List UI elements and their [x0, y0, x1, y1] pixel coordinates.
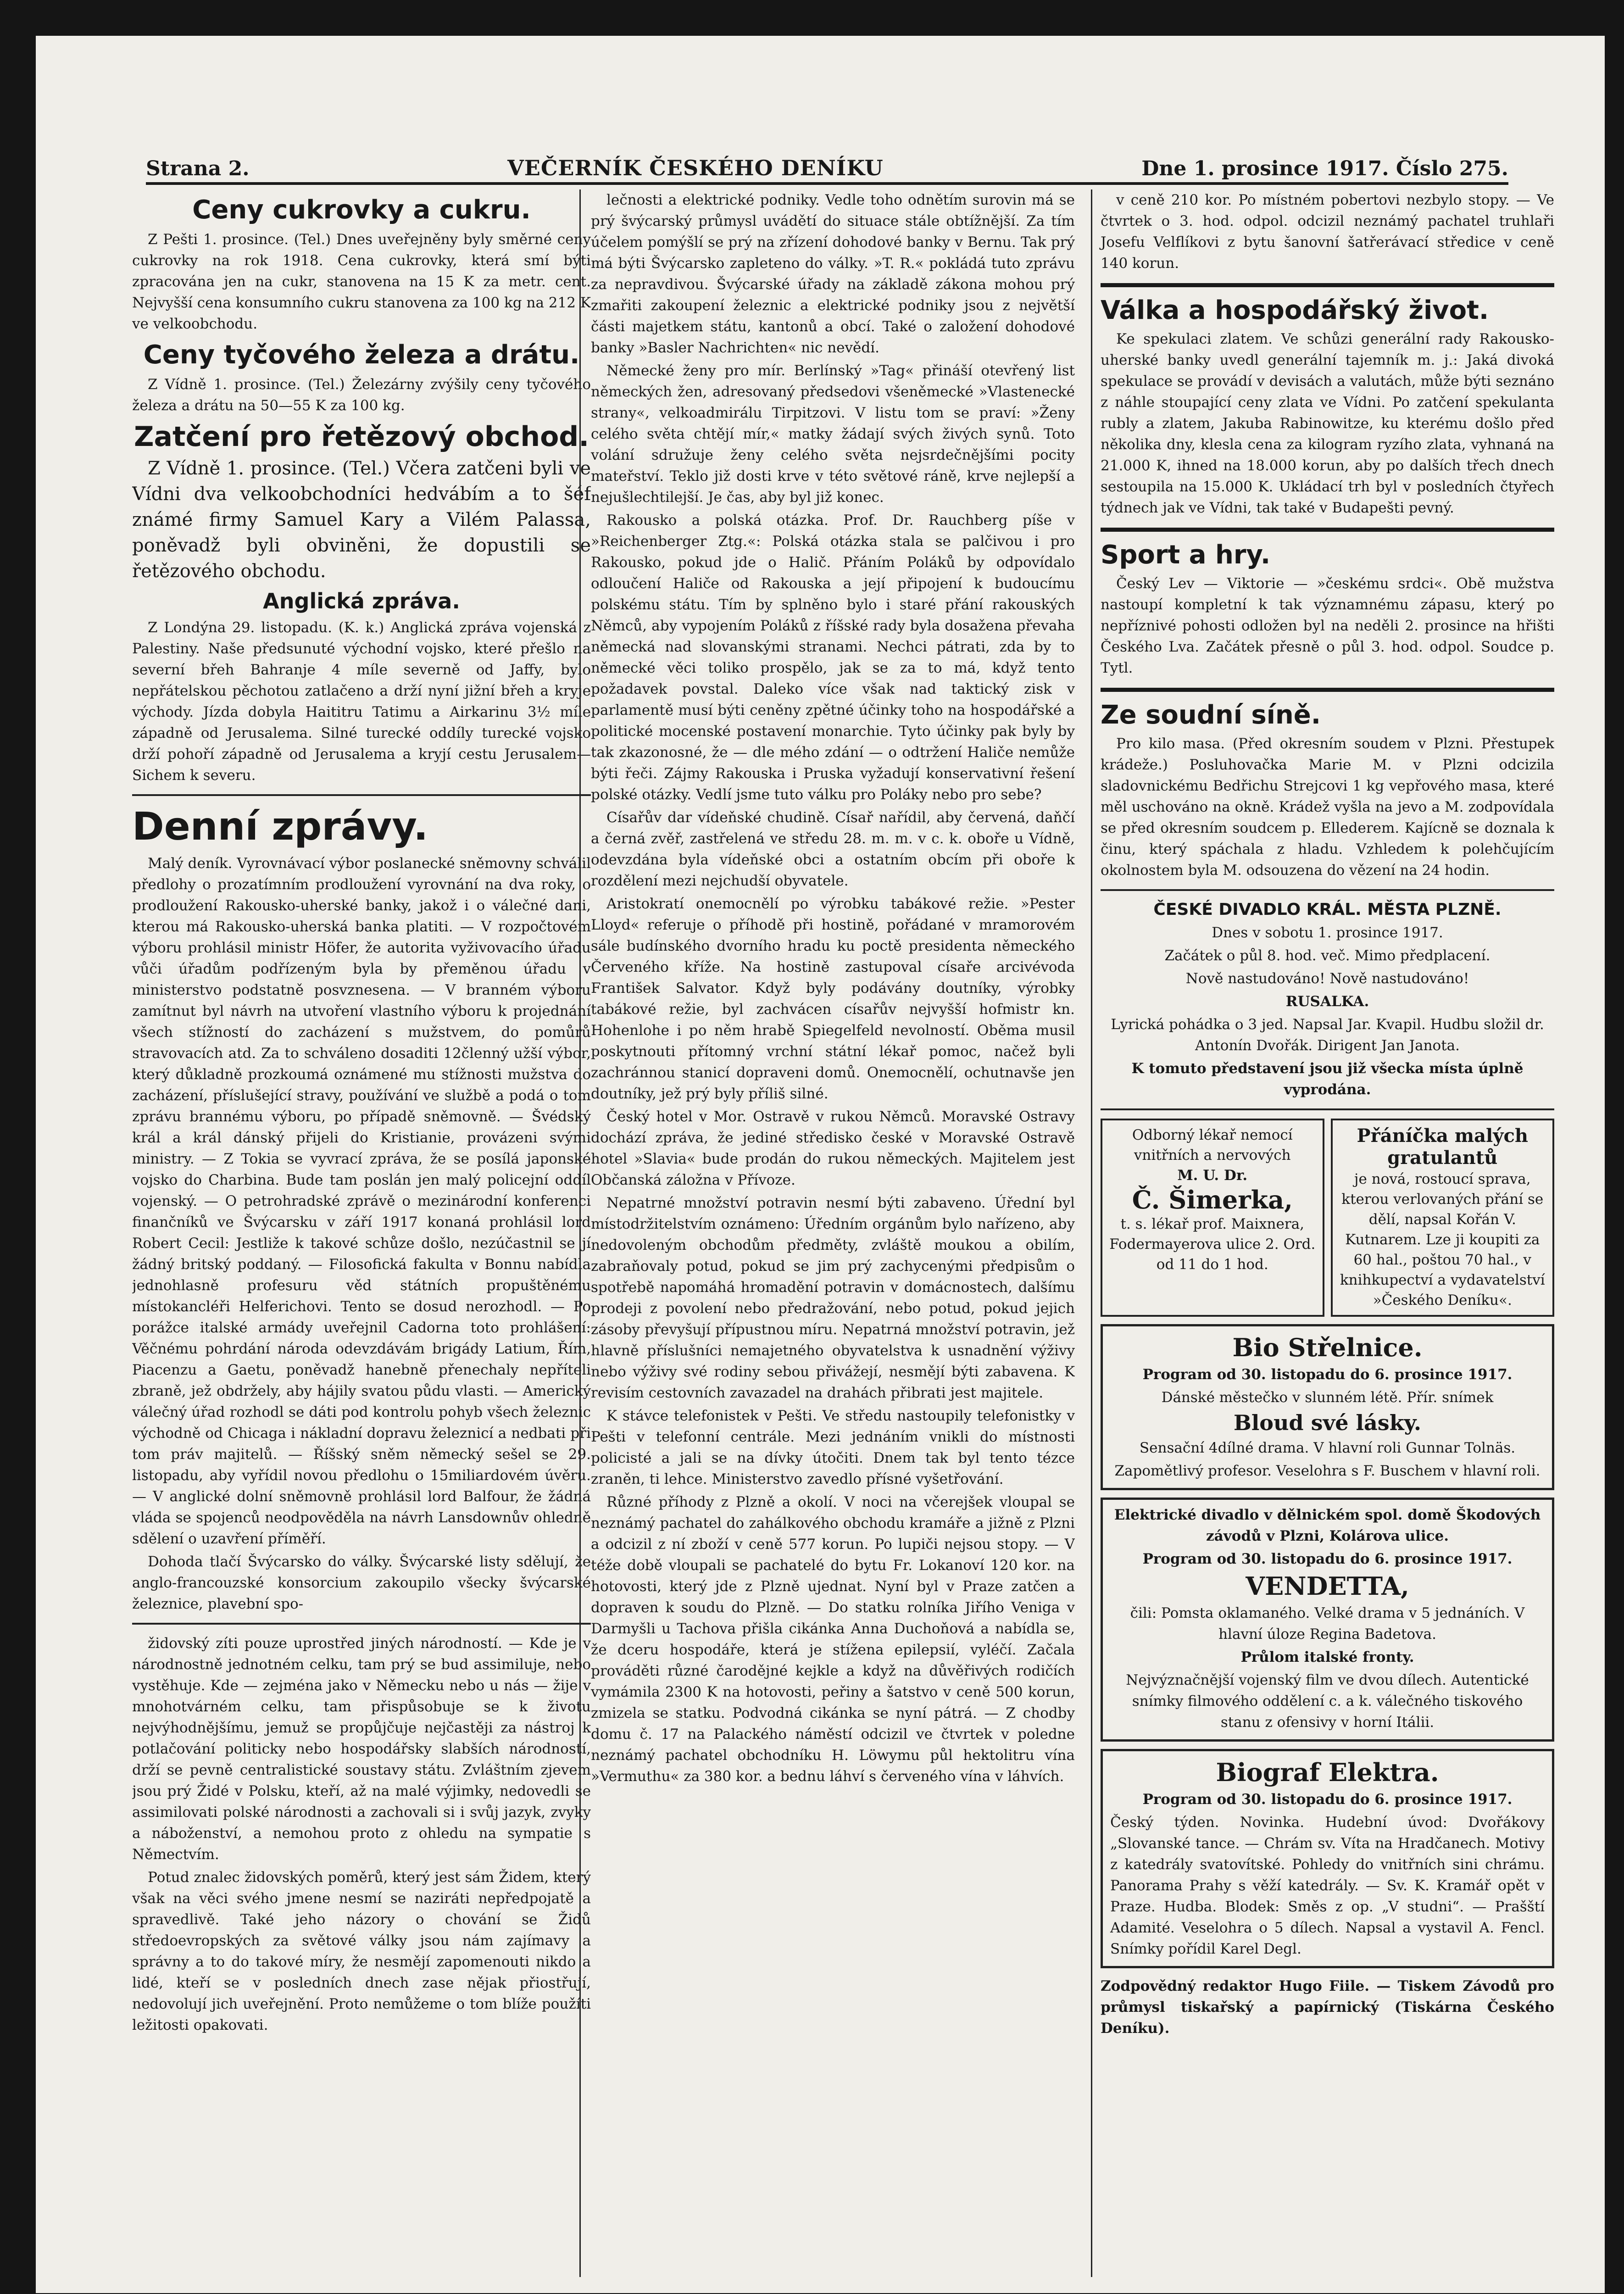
theatre-name: ČESKÉ DIVADLO KRÁL. MĚSTA PLZNĚ.	[1153, 900, 1502, 919]
cinema-program: Program od 30. listopadu do 6. prosince 1917.	[1142, 1366, 1513, 1383]
cinema-title: Biograf Elektra.	[1216, 1758, 1439, 1787]
newspaper-page	[36, 36, 1605, 2293]
article-text: Malý deník. Vyrovnávací výbor poslanecké sněmovny schválil předlohy o prozatímním prodloužení vyrovnání na dva roky, o prodloužení Rakousko-uherské banky, jakož i o válečné dani, kterou má Rakousko-uherská banka platiti. — V rozpočtovém výboru prohlásil ministr Höfer, že autorita vyživovacího úřadu vůči úřadům podřízeným byla by přeměnou úřadu v ministerstvo podstatně posvznesena. — V branném výboru zamítnut byl návrh na utvoření vlastního výboru k projednání všech stížností do zacházení s mužstvem, do pomůrů stravovacích atd. Za to schváleno dosaditi 12členný užší výbor, který důkladně prozkoumá oznámené mu stížnosti mužstva do zacházení, příslušející stravy, používání ve službě a podá o tom zprávu brannému výboru, po případě sněmovně. — Švédský král a král dánský přijeli do Kristianie, provázeni svými ministry. — Z Tokia se vyvrací zpráva, že se posílá japonské vojsko do Charbina. Bude tam poslán jen malý policejní oddíl vojenský. — O petrohradské zprávě o mezinárodní konferenci finančníků ve Švýcarsku v září 1917 konaná prohlásil lord Robert Cecil: Jestliže k takové schůze došlo, nezúčastnil se jí žádný britský poddaný. — Filosofická fakulta v Bonnu nabídla jednohlasně profesuru věd státních propuštěnému místokancléři Helferichovi. Tento se dosud nerozhodl. — Po porážce italské armády uveřejnil Cadorna toto prohlášení: Věčnému pohrdání národa odevzdávám brigády Latium, Řím, Piacenzu a Gaetu, poněvadž hanebně přenechaly nepříteli zbraně, jež obdržely, aby hájily svatou půdu vlasti. — Americký válečný úřad rozhodl se dáti pod kontrolu pohyb všech železnic východně od Chicaga i nákladní dopravu železnicí a nedbati při tom práv majitelů. — Říšský sněm německý sešel se 29. listopadu, aby vyřídil novou předlohu o 15miliardovém úvěru. — V anglické dolní sněmovně prohlásil lord Balfour, že žádná vláda se spojenců neodpověděla na návrh Lansdownův ohledně sdělení o uzavření příměří.	[132, 855, 591, 1547]
doctor-ad-line: Odborný lékař nemocí vnitřních a nervových	[1132, 1127, 1293, 1164]
article-title: Zatčení pro řetězový obchod.	[133, 421, 590, 453]
article-text: Z Londýna 29. listopadu. (K. k.) Anglická zpráva vojenská z Palestiny. Naše předsunuté východní vojsko, které přešlo na severní břeh Bahranje 4 míle severně od Jaffy, bylo nepřátelskou pěchotou zatlačeno a drží nyní jižní břeh a kryje východy. Jízda dobyla Haititru Tatimu a Airkarinu 3½ míle západně od Jerusalema. Silné turecké oddíly turecké vojsko drží pohoří západně od Jerusalema a kryjí cestu Jerusalem—Sichem k severu.	[132, 619, 591, 784]
article-text: Nepatrné množství potravin nesmí býti zabaveno. Úřední byl místodržitelstvím oznámeno: Úředním orgánům bylo nařízeno, aby nedovoleným obchodům předměty, zvláště moukou a obilím, zabraňovaly potud, pokud se jim prý zachycenými předpisům o spotřebě napomáhá hromadění potravin v domácnostech, dalšímu prodeji z povolení nebo předražování, nebo potud, pokud jejich zásoby převyšují přípustnou míru. Nepatrná množství potravin, jež hlavně příslušníci nemajetného obyvatelstva k usnadnění výživy nebo výživy své rodiny sebou přivážejí, nesmějí býti zabavena. K revisím cestovních zavazadel na drahách přibrati jest majitele.	[591, 1195, 1075, 1401]
cinema-title: Bio Střelnice.	[1232, 1333, 1423, 1362]
cinema-program: Program od 30. listopadu do 6. prosince 1917.	[1142, 1791, 1513, 1808]
section-title: Sport a hry.	[1101, 540, 1271, 570]
article-text: Rakousko a polská otázka. Prof. Dr. Rauchberg píše v »Reichenberger Ztg.«: Polská otázka stala se palčivou i pro Rakousko, pokud jde o Halič. Přáním Poláků by odpovídalo odloučení Haliče od Rakouska a její připojení k budoucímu polskému státu. Tím by splněno bylo i staré přání rakouských Němců, aby vypojením Poláků z říšské rady byla dosažena převaha německá nad slovanskými stranami. Nechci pátrati, zda by to německé věci toliko prospělo, jak se za to má, když tento požadavek povstal. Daleko více však nad taktický zisk v parlamentě musí býti ceněny zpětné účinky toho na hospodářské a politické mocenské postavení monarchie. Tyto účinky pak byly by tak zkazonosné, že — dle mého zdání — o odtržení Haliče nemůže býti řeči. Zájmy Rakouska i Pruska vyžadují konservativní řešení polské otázky. Vedlí jsme tuto válku pro Poláky nebo pro sebe?	[591, 512, 1075, 803]
section-title: Denní zprávy.	[132, 804, 428, 849]
cinema-line: Český týden. Novinka. Hudební úvod: Dvořákovy „Slovanské tance. — Chrám sv. Víta na Hradčanech. Motivy z katedrály svatovítské. Pohledy do vnitřních sini chrámu. Panorama Prahy s věží katedrály. — Sv. K. Kramář opět v Praze. Hudba. Blodek: Směs z op. „V studni“. — Prašští Adamité. Veselohra o 5 dílech. Napsal a vystavil A. Fencl. Snímky pořídil Karel Degl.	[1110, 1814, 1545, 1957]
imprint: Zodpovědný redaktor Hugo Fiile. — Tiskem Závodů pro průmysl tiskařský a papírnický (Tiskárna Českého Deníku).	[1101, 1978, 1554, 2037]
article-title: Anglická zpráva.	[263, 589, 460, 613]
theatre-play: RUSALKA.	[1285, 993, 1369, 1010]
section-title: Ze soudní síně.	[1101, 700, 1321, 730]
ad-row	[1101, 1119, 1554, 1317]
page-header	[146, 144, 1508, 185]
article-text: židovský zíti pouze uprostřed jiných národností. — Kde je v národnostně jednotném celku, tam prý se bud assimiluje, nebo vystěhuje. Kde — zejména jako v Německu nebo u nás — žije v mnohotvárném celku, tam přispůsobuje se k životu nejvýhodnějšímu, jemuž se propůjčuje nejčastěji za nástroj k potlačování politicky nebo hospodářsky slabších národností, drží se pevně centralistické soustavy státu. Zvláštním zjevem jsou prý Židé v Polsku, kteří, až na malé výjimky, nedovedli se assimilovati polské národnosti a zachovali si i svůj jazyk, zvyky a náboženství, a nemohou proto z ohledu na sympatie s Němectvím.	[132, 1635, 591, 1863]
section-title: Válka a hospodářský život.	[1101, 295, 1489, 325]
doctor-name: Č. Šimerka,	[1132, 1185, 1293, 1214]
theatre-announcement	[1101, 899, 1554, 1100]
column-1	[132, 189, 591, 2277]
column-2	[579, 189, 1075, 2277]
column-3	[1091, 189, 1554, 2277]
doctor-title: M. U. Dr.	[1177, 1167, 1248, 1184]
article-text: K stávce telefonistek v Pešti. Ve středu nastoupily telefonistky v Pešti v telefonní centrále. Mezi jednáním vnikli do místnosti policisté a jali se na dívky útočiti. Dnem tak byl tento tézce zraněn, ti lehce. Ministerstvo zavedlo přísné vyšetřování.	[591, 1408, 1075, 1487]
cinema-line: Nejvýznačnější vojenský film ve dvou dílech. Autentické snímky filmového oddělení c. a k. válečného tiskového stanu z ofensivy v horní Itálii.	[1126, 1672, 1529, 1731]
article-text: Z Vídně 1. prosince. (Tel.) Včera zatčeni byli ve Vídni dva velkoobchodníci hedvábím a to šéf známé firmy Samuel Kary a Vilém Palassa, poněvadž byli obviněni, že dopustili se řetězového obchodu.	[132, 458, 591, 582]
page-number: Strana 2.	[146, 157, 250, 180]
article-text: Český hotel v Mor. Ostravě v rukou Němců. Moravské Ostravy dochází zpráva, že jediné středisko české v Moravské Ostravě hotel »Slavia« bude prodán do rukou německých. Majitelem jest Občanská záložna v Přívoze.	[591, 1108, 1075, 1188]
article-text: Pro kilo masa. (Před okresním soudem v Plzni. Přestupek krádeže.) Posluhovačka Marie M. v Plzni odcizila sladovnickému Bedřichu Strejcovi 1 kg vepřového masa, které měl uschováno na okně. Krádež vyšla na jevo a M. zodpovídala se před okresním soudcem p. Ellederem. Kajícně se doznala k činu, který spáchala z hladu. Vzhledem k polehčujícím okolnostem byla M. odsouzena do vězení na 24 hodin.	[1101, 735, 1554, 879]
cinema-feature: VENDETTA,	[1246, 1571, 1409, 1601]
doctor-ad	[1101, 1119, 1324, 1317]
cinema-line: Sensační 4dílné drama. V hlavní roli Gunnar Tolnäs.	[1139, 1440, 1516, 1456]
article-text: Aristokratí onemocnělí po výrobku tabákové režie. »Pester Lloyd« referuje o příhodě při hostině, pořádané v mramorovém sále budínského dvorního hradu ku poctě presidenta německého Červeného kříže. Na hostině zastupoval císaře arcivévoda František Salvator. Když byly podávány doutníky, výrobky tabákové režie, byl zachvácen císařův nejvyšší hofmistr kn. Hohenlohe i po něm hrabě Spiegelfeld nevolností. Oběma musil poskytnouti přítomný vrchní státní lékař pomoc, načež byli zachránnou stanicí dopraveni domů. Onemocnělí, ochutnavše jen doutníky, jež prý byly příliš silné.	[591, 896, 1075, 1102]
article-text: Z Pešti 1. prosince. (Tel.) Dnes uveřejněny byly směrné ceny cukrovky na rok 1918. Cena cukrovky, která smí býti zpracována jen na cukr, stanovena na 15 K za metr. cent. Nejvyšší cena konsumního cukru stanovena za 100 kg na 212 K ve velkoobchodu.	[132, 231, 591, 332]
cinema-ad-elektricke	[1101, 1498, 1554, 1742]
cinema-line: čili: Pomsta oklamaného. Velké drama v 5 jednáních. V hlavní úloze Regina Badetova.	[1130, 1605, 1525, 1643]
article-text: Český Lev — Viktorie — »českému srdci«. Obě mužstva nastoupí kompletní k tak významnému zápasu, který po nepříznivé pohosti odložen byl na neděli 2. prosince na hřišti Českého Lva. Začátek přesně o půl 3. hod. odpol. Soudce p. Tytl.	[1101, 575, 1554, 676]
cinema-ad-strelnice	[1101, 1324, 1554, 1490]
theatre-premiere: Nově nastudováno! Nově nastudováno!	[1185, 970, 1469, 987]
divider	[132, 794, 591, 796]
divider	[1101, 889, 1554, 891]
divider	[1101, 688, 1554, 692]
article-text: lečnosti a elektrické podniky. Vedle toho odnětím surovin má se prý švýcarský průmysl uvádětí do situace stále obtížnější. Za tím účelem pomýšlí se prý na zřízení dohodové banky v Bernu. Tak prý má býti Švýcarsko zapleteno do války. »T. R.« pokládá tuto zprávu za nepravdivou. Švýcarské úřady na základě zákona mohou prý zmařiti zakoupení železnic a elektrické podniky jsou z největší části majetkem státu, kantonů a obcí. Také o založení dohodové banky »Basler Nachrichten« nic nevědí.	[591, 192, 1075, 356]
article-text: v ceně 210 kor. Po místném pobertovi nezbylo stopy. — Ve čtvrtek o 3. hod. odpol. odcizil neznámý pachatel truhlaři Josefu Velflíkovi z bytu šanovní šatřerávací středice v ceně 140 korun.	[1101, 192, 1554, 272]
divider	[1101, 1108, 1554, 1110]
cinema-line: Zapomětlivý profesor. Veselohra s F. Buschem v hlavní roli.	[1114, 1463, 1541, 1479]
divider	[1101, 283, 1554, 287]
cinema-line: Dánské městečko v slunném létě. Přír. snímek	[1161, 1389, 1494, 1406]
theatre-begin: Začátek o půl 8. hod. več. Mimo předplacení.	[1164, 947, 1491, 964]
cards-text: je nová, rostoucí sprava, kterou verlovaných přání se dělí, napsal Kořán V. Kutnarem. Lze ji koupiti za 60 hal., poštou 70 hal., v knihkupectví a vydavatelství »Českého Deníku«.	[1340, 1171, 1545, 1308]
article-text: Ke spekulaci zlatem. Ve schůzi generální rady Rakousko-uherské banky uvedl generální tajemník m. j.: Jaká divoká spekulace se provádí v devisách a valutách, může býti seznáno z náhle stoupající ceny zlata ve Vídni. Po zatčení spekulanta rubly a zlatem, Jakuba Rabinowitze, ku kterému došlo před několika dny, klesla cena za kilogram ryzího zlata, vyhnaná na 21.000 K, ihned na 18.000 korun, aby po dalších třech dnech sestoupila na 15.000 K. Ukládací trh byl v posledních čtyřech týdnech jak ve Vídni, tak také v Budapešti pevný.	[1101, 331, 1554, 516]
cinema-feature: Bloud své lásky.	[1233, 1410, 1422, 1435]
theatre-desc: Lyrická pohádka o 3 jed. Napsal Jar. Kvapil. Hudbu složil dr. Antonín Dvořák. Dirigent Jan Janota.	[1111, 1016, 1544, 1054]
masthead-title: VEČERNÍK ČESKÉHO DENÍKU	[507, 156, 884, 180]
divider	[132, 1623, 591, 1625]
cards-title: Přáníčka malých gratulantů	[1357, 1125, 1528, 1169]
cinema-program: Program od 30. listopadu do 6. prosince 1917.	[1142, 1551, 1513, 1567]
article-title: Ceny tyčového železa a drátu.	[143, 340, 580, 370]
issue-date: Dne 1. prosince 1917. Číslo 275.	[1141, 157, 1508, 180]
article-text: Z Vídně 1. prosince. (Tel.) Železárny zvýšily ceny tyčového železa a drátu na 50—55 K za 100 kg.	[132, 376, 591, 414]
cinema-line: Průlom italské fronty.	[1240, 1649, 1414, 1665]
cinema-ad-elektra	[1101, 1749, 1554, 1968]
cards-ad	[1331, 1119, 1555, 1317]
divider	[1101, 528, 1554, 532]
article-text: Potud znalec židovských poměrů, který jest sám Židem, který však na věci svého jmene nesmí se naziráti nepředpojatě a spravedlivě. Také jeho názory o chování se Židů středoevropských za světové války jsou nám zajímavy a správny a to do takové míry, že nesmějí zapomenouti nikdo a lidé, kteří se v posledních dnech zase nějak přiostřují, nedovolují jich uveřejnění. Proto nemůžeme o tom blíže použíti ležitosti opakovati.	[132, 1869, 591, 2033]
doctor-address: t. s. lékař prof. Maixnera, Fodermayerova ulice 2. Ord. od 11 do 1 hod.	[1109, 1216, 1316, 1273]
article-title: Ceny cukrovky a cukru.	[192, 195, 531, 225]
theatre-date: Dnes v sobotu 1. prosince 1917.	[1212, 924, 1443, 941]
article-text: Německé ženy pro mír. Berlínský »Tag« přináší otevřený list německých žen, adresovaný předsedovi všeněmecké »Vlastenecké strany«, velkoadmirálu Tirpitzovi. V listu tom se praví: »Ženy celého světa chtějí mír,« matky žádají svých živých synů. Toto volání sdružuje ženy celého světa nejsrdečnějšími pocity mateřství. Teklo již dosti krve v této světové ráně, krve nejlepší a nejušlechtilejší. Je čas, aby byl již konec.	[591, 362, 1075, 506]
article-text: Císařův dar vídeňské chudině. Císař nařídil, aby červená, daňčí a černá zvěř, zastřelená ve středu 28. m. m. v c. k. oboře u Vídně, odevzdána byla vídeňské obci a ostatním obcím při oboře k rozdělení mezi nejchudší obyvatele.	[591, 809, 1075, 889]
theatre-sold-out: K tomuto představení jsou již všecka místa úplně vyprodána.	[1131, 1060, 1524, 1098]
article-text: Různé příhody z Plzně a okolí. V noci na včerejšek vloupal se neznámý pachatel do zahálkového obchodu kramáře a jižně z Plzni a odcizil z ní zboží v ceně 577 korun. Po lupiči nejsou stopy. — V téže době vloupali se pachatelé do bytu Fr. Lokanoví 120 kor. na hotovosti, který jde z Plzně ujednat. Nyní byl v Praze zatčen a dopraven k soudu do Plzně. — Do statku rolníka Jiřího Veniga v Darmyšli u Tachova přišla cikánka Anna Duchoňová a nabídla se, že dceru hospodáře, která je stížena epilepsií, vyléčí. Začala prováděti různé čarodějné kejkle a když na důvěřivých rodičích vymámila 2300 K na hotovosti, peřiny a šatstvo v ceně 500 korun, zmizela se statku. Podvodná cikánka se nyní pátrá. — Z chodby domu č. 17 na Palackého náměstí odcizil ve čtvrtek v poledne neznámý pachatel obchodníku H. Löwymu půl hektolitru vína »Vermuthu« za 380 kor. a bednu láhví s červeného vína v láhvích.	[591, 1494, 1075, 1785]
article-text: Dohoda tlačí Švýcarsko do války. Švýcarské listy sdělují, že anglo-francouzské konsorcium zakoupilo všecky švýcarské železnice, plavební spo-	[132, 1553, 591, 1612]
cinema-title: Elektrické divadlo v dělnickém spol. domě Škodových závodů v Plzni, Kolárova ulice.	[1114, 1507, 1541, 1544]
